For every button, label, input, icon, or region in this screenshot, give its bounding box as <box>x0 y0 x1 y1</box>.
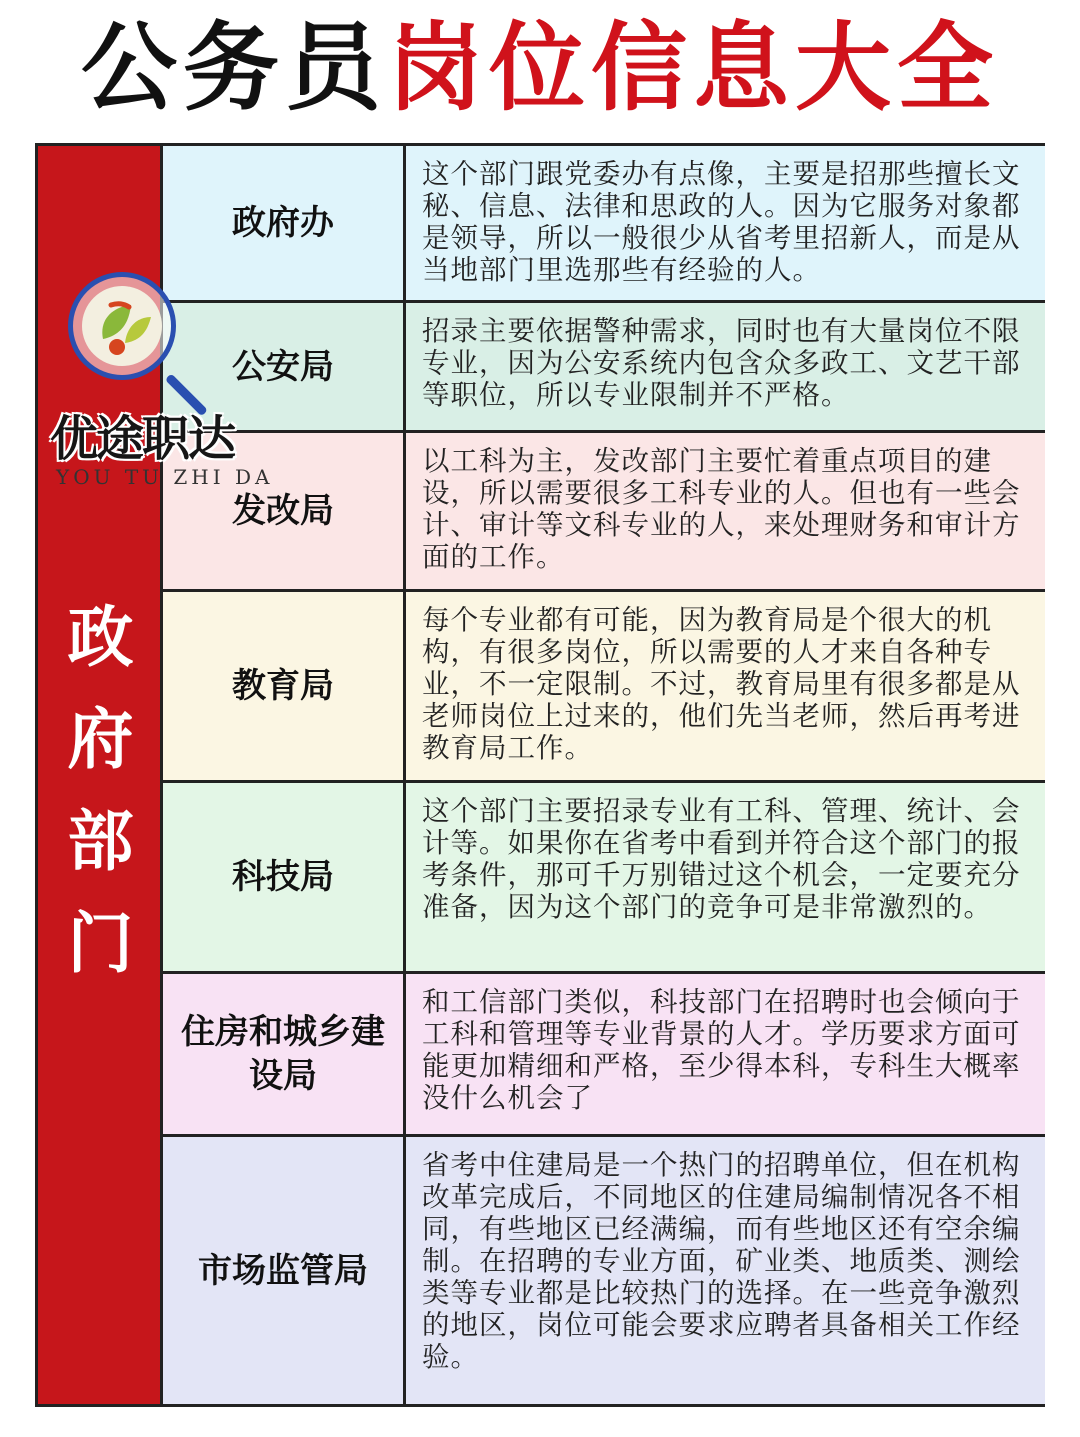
dept-name: 科技局 <box>163 783 406 971</box>
watermark-name: 优途职达 <box>50 411 235 467</box>
table-row <box>163 1137 1045 1404</box>
dept-name: 住房和城乡建设局 <box>163 974 406 1134</box>
category-label-char: 政 <box>67 598 134 676</box>
dept-name: 政府办 <box>163 146 406 300</box>
dept-description: 这个部门主要招录专业有工科、管理、统计、会计等。如果你在省考中看到并符合这个部门的报考条件，那可千万别错过这个机会，一定要充分准备，因为这个部门的竞争可是非常激烈的。 <box>422 795 1021 923</box>
dept-description: 招录主要依据警种需求，同时也有大量岗位不限专业，因为公安系统内包含众多政工、文艺干部等职位，所以专业限制并不严格。 <box>422 315 1021 411</box>
watermark-subtitle: YOU TU ZHI DA <box>56 465 274 489</box>
category-label-char: 门 <box>67 904 134 982</box>
category-label <box>38 586 163 994</box>
dept-name: 公安局 <box>163 303 406 430</box>
magnifier-leaf-icon <box>68 272 176 380</box>
table-row <box>163 303 1045 433</box>
dept-name: 教育局 <box>163 592 406 780</box>
dept-description: 省考中住建局是一个热门的招聘单位，但在机构改革完成后，不同地区的住建局编制情况各不相同，有些地区已经满编，而有些地区还有空余编制。在招聘的专业方面，矿业类、地质类、测绘类等专业都是比较热门的选择。在一些竞争激烈的地区，岗位可能会要求应聘者具备相关工作经验。 <box>422 1149 1021 1373</box>
watermark-logo <box>50 272 280 502</box>
table-row <box>163 783 1045 974</box>
page-title <box>0 8 1080 128</box>
category-label-char: 部 <box>67 802 134 880</box>
category-label-char: 府 <box>67 700 134 778</box>
dept-description: 以工科为主，发改部门主要忙着重点项目的建设，所以需要很多工科专业的人。但也有一些会计、审计等文科专业的人，来处理财务和审计方面的工作。 <box>422 445 1021 573</box>
table-row <box>163 592 1045 783</box>
dept-description: 和工信部门类似，科技部门在招聘时也会倾向于工科和管理等专业背景的人才。学历要求方面可能更加精细和严格，至少得本科，专科生大概率没什么机会了 <box>422 986 1021 1114</box>
title-black-part: 公务员 <box>81 12 387 124</box>
table-row <box>163 974 1045 1137</box>
title-red-part: 岗位信息大全 <box>387 12 999 124</box>
dept-name: 发改局 <box>163 433 406 589</box>
table-row <box>163 146 1045 303</box>
dept-name: 市场监管局 <box>163 1137 406 1404</box>
dept-description: 这个部门跟党委办有点像，主要是招那些擅长文秘、信息、法律和思政的人。因为它服务对象都是领导，所以一般很少从省考里招新人，而是从当地部门里选那些有经验的人。 <box>422 158 1021 286</box>
dept-description: 每个专业都有可能，因为教育局是个很大的机构，有很多岗位，所以需要的人才来自各种专业，不一定限制。不过，教育局里有很多都是从老师岗位上过来的，他们先当老师，然后再考进教育局工作。 <box>422 604 1021 764</box>
table-row <box>163 433 1045 592</box>
